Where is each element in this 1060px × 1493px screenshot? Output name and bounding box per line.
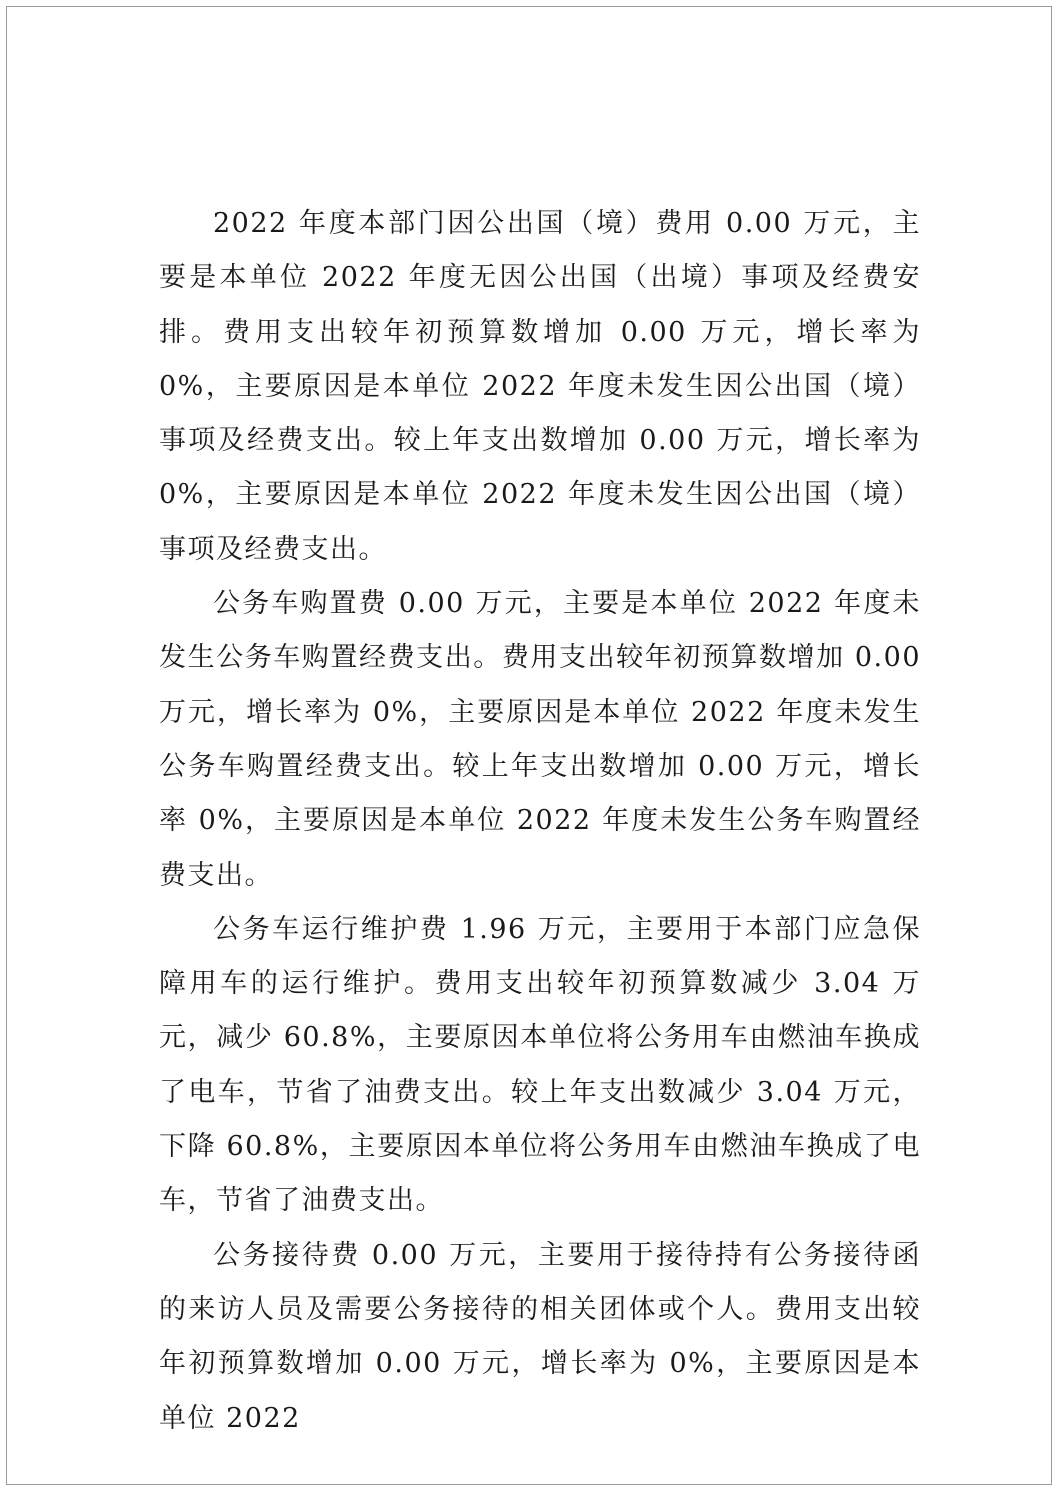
document-body xyxy=(159,197,921,1446)
paragraph-vehicle-purchase: 公务车购置费 0.00 万元，主要是本单位 2022 年度未发生公务车购置经费支出。费用支出较年初预算数增加 0.00 万元，增长率为 0%，主要原因是本单位 2022 年度未发生公务车购置经费支出。较上年支出数增加 0.00 万元，增长率 0%，主要原因是本单位 2022 年度未发生公务车购置经费支出。 xyxy=(159,588,921,891)
paragraph-reception: 公务接待费 0.00 万元，主要用于接待持有公务接待函的来访人员及需要公务接待的相关团体或个人。费用支出较年初预算数增加 0.00 万元，增长率为 0%，主要原因是本单位 2022 xyxy=(159,1239,921,1434)
paragraph-overseas-travel: 2022 年度本部门因公出国（境）费用 0.00 万元，主要是本单位 2022 年度无因公出国（出境）事项及经费安排。费用支出较年初预算数增加 0.00 万元，增长率为 0%，主要原因是本单位 2022 年度未发生因公出国（境）事项及经费支出。较上年支出数增加 0.00 万元，增长率为 0%，主要原因是本单位 2022 年度未发生因公出国（境）事项及经费支出。 xyxy=(159,208,922,565)
page-frame xyxy=(6,6,1052,1485)
paragraph-vehicle-maintenance: 公务车运行维护费 1.96 万元，主要用于本部门应急保障用车的运行维护。费用支出较年初预算数减少 3.04 万元，减少 60.8%，主要原因本单位将公务用车由燃油车换成了电车，节省了油费支出。较上年支出数减少 3.04 万元，下降 60.8%，主要原因本单位将公务用车由燃油车换成了电车，节省了油费支出。 xyxy=(159,913,921,1217)
